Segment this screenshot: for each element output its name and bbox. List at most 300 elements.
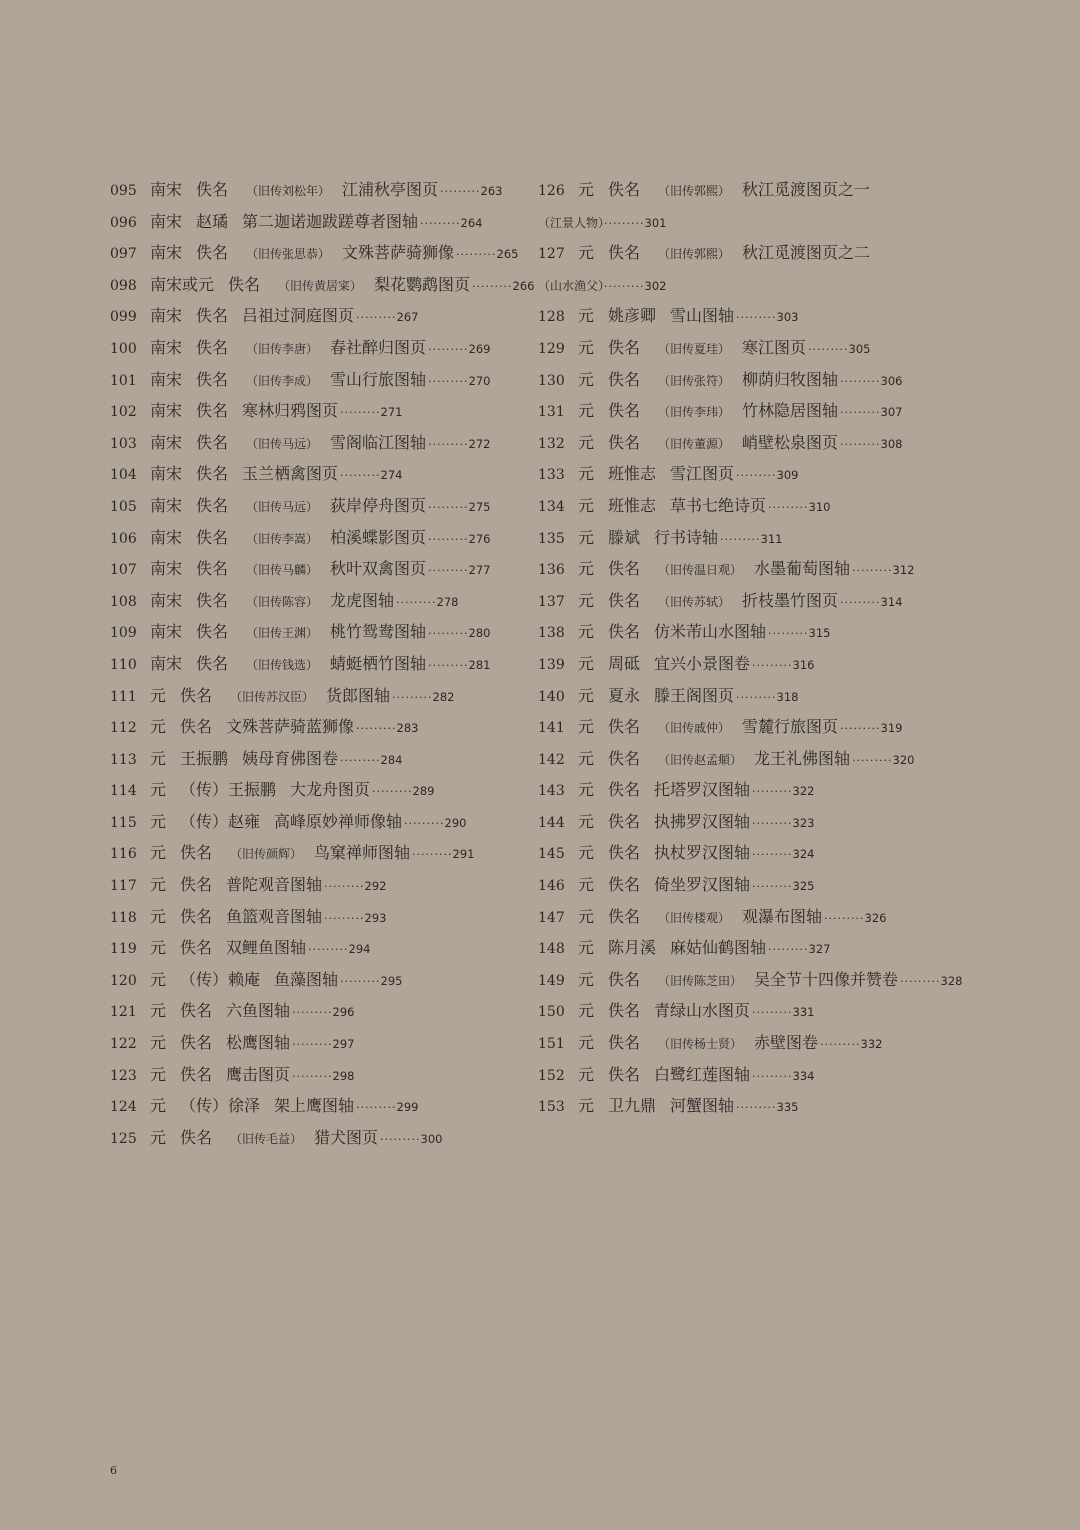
toc-entry (110, 364, 540, 396)
toc-entry-title: 托塔罗汉图轴 (654, 780, 751, 800)
toc-entry-title: 草书七绝诗页 (670, 495, 767, 515)
toc-entry-attribution: （旧传黄居寀） (278, 278, 363, 293)
toc-leader-dots: ········· (820, 1038, 861, 1052)
toc-entry-artist: 佚名 (608, 843, 641, 863)
toc-entry-page: 270 (468, 373, 491, 388)
toc-leader-dots: ········· (356, 722, 397, 736)
toc-entry-number: 096 (110, 214, 137, 231)
toc-entry-number: 097 (110, 246, 137, 263)
toc-entry-number: 136 (538, 562, 565, 579)
toc-entry-page: 325 (792, 879, 815, 894)
toc-entry-page: 334 (792, 1068, 815, 1083)
toc-entry (110, 458, 540, 490)
toc-entry-artist: 佚名 (180, 875, 213, 895)
toc-entry-artist: 班惟志 (608, 495, 657, 515)
toc-entry-artist: 佚名 (180, 685, 213, 705)
toc-entry-artist: （传）赖庵 (180, 969, 261, 989)
toc-entry-attribution: （旧传钱选） (246, 657, 319, 672)
toc-entry-number: 149 (538, 972, 565, 989)
toc-entry-page: 324 (792, 847, 815, 862)
toc-entry (538, 395, 978, 427)
toc-entry-page: 332 (860, 1037, 883, 1052)
toc-entry-title: 竹林隐居图轴 (742, 401, 839, 421)
toc-entry-era: 南宋 (150, 495, 183, 515)
toc-entry-era: 南宋 (150, 653, 183, 673)
toc-leader-dots: ········· (736, 311, 777, 325)
toc-leader-dots: ········· (720, 532, 761, 546)
toc-entry-title: 高峰原妙禅师像轴 (274, 811, 403, 831)
toc-entry (538, 648, 978, 680)
toc-entry-artist: 夏永 (608, 685, 641, 705)
toc-leader-dots: ········· (768, 500, 809, 514)
toc-entry-number: 137 (538, 593, 565, 610)
toc-entry-era: 元 (578, 622, 595, 642)
toc-entry (538, 585, 978, 617)
toc-entry-attribution: （旧传苏汉臣） (230, 689, 315, 704)
toc-leader-dots: ········· (372, 785, 413, 799)
toc-entry-era: 元 (150, 1001, 167, 1021)
toc-entry-era: 元 (578, 685, 595, 705)
toc-entry-era: 元 (578, 1096, 595, 1116)
toc-entry-title: 倚坐罗汉图轴 (654, 875, 751, 895)
toc-entry-era: 元 (578, 432, 595, 452)
toc-entry-title: 春社醉归图页 (330, 337, 427, 357)
toc-entry-artist: 佚名 (196, 622, 229, 642)
toc-entry-title: 麻姑仙鹤图轴 (670, 938, 767, 958)
toc-entry-era: 南宋 (150, 401, 183, 421)
toc-entry-page: 290 (444, 815, 467, 830)
toc-leader-dots: ········· (736, 1101, 777, 1115)
toc-entry-page: 335 (776, 1100, 799, 1115)
toc-entry-artist: 佚名 (196, 527, 229, 547)
toc-entry (110, 553, 540, 585)
toc-entry (110, 1059, 540, 1091)
toc-entry-title: 吕祖过洞庭图页 (242, 306, 355, 326)
toc-entry-number: 139 (538, 656, 565, 673)
toc-entry-page: 328 (940, 973, 963, 988)
toc-entry-artist: 佚名 (196, 559, 229, 579)
toc-entry-artist: 佚名 (608, 906, 641, 926)
toc-entry-page: 278 (436, 594, 459, 609)
toc-entry-page: 323 (792, 815, 815, 830)
toc-entry-number: 133 (538, 467, 565, 484)
toc-entry-artist: 佚名 (196, 432, 229, 452)
toc-entry (110, 616, 540, 648)
toc-entry-number: 152 (538, 1067, 565, 1084)
toc-entry (110, 427, 540, 459)
toc-entry-artist: （传）徐泽 (180, 1096, 261, 1116)
toc-entry-page: 282 (432, 689, 455, 704)
toc-entry-artist: （传）赵雍 (180, 811, 261, 831)
toc-entry-era: 元 (578, 653, 595, 673)
toc-leader-dots: ········· (736, 469, 777, 483)
toc-entry-number: 148 (538, 941, 565, 958)
toc-entry-page: 314 (880, 594, 903, 609)
toc-entry-number: 151 (538, 1036, 565, 1053)
toc-entry-era: 元 (578, 590, 595, 610)
toc-entry (110, 837, 540, 869)
toc-leader-dots: ········· (752, 1069, 793, 1083)
toc-entry-artist: 佚名 (608, 1033, 641, 1053)
toc-entry-artist: 陈月溪 (608, 938, 657, 958)
toc-entry-number: 144 (538, 814, 565, 831)
toc-entry-artist: 佚名 (180, 1064, 213, 1084)
toc-leader-dots: ········· (428, 437, 469, 451)
toc-entry-number: 112 (110, 720, 137, 737)
toc-entry (110, 869, 540, 901)
toc-leader-dots: ········· (840, 374, 881, 388)
toc-entry-page: 322 (792, 784, 815, 799)
toc-entry-artist: 佚名 (196, 180, 229, 199)
toc-entry-title: 六鱼图轴 (226, 1001, 291, 1021)
toc-entry-number: 122 (110, 1036, 137, 1053)
toc-entry-era: 南宋或元 (150, 274, 215, 294)
toc-leader-dots: ········· (428, 627, 469, 641)
toc-leader-dots: ········· (824, 911, 865, 925)
toc-entry (110, 648, 540, 680)
toc-entry-era: 元 (578, 369, 595, 389)
toc-entry (110, 237, 540, 269)
toc-entry-era: 元 (578, 811, 595, 831)
toc-entry (538, 774, 978, 806)
toc-entry-page: 319 (880, 721, 903, 736)
toc-entry-artist: 佚名 (608, 1001, 641, 1021)
toc-leader-dots: ········· (428, 500, 469, 514)
toc-entry-attribution: （旧传李成） (246, 373, 319, 388)
toc-entry-title: 架上鹰图轴 (274, 1096, 355, 1116)
toc-leader-dots: ········· (404, 816, 445, 830)
toc-entry (110, 995, 540, 1027)
toc-entry-artist: 佚名 (180, 717, 213, 737)
toc-entry-title: 文殊菩萨骑狮像 (342, 243, 455, 263)
toc-entry-title: 姨母育佛图卷 (242, 748, 339, 768)
toc-entry-artist: 佚名 (196, 464, 229, 484)
toc-entry-page: 283 (396, 721, 419, 736)
toc-entry-era: 元 (578, 495, 595, 515)
toc-entry-page: 296 (332, 1005, 355, 1020)
toc-entry (538, 522, 978, 554)
toc-entry-number: 147 (538, 909, 565, 926)
toc-entry-title: 江浦秋亭图页 (342, 180, 439, 199)
toc-entry-number: 114 (110, 783, 137, 800)
toc-entry-attribution: （旧传马远） (246, 499, 319, 514)
toc-entry-era: 元 (150, 938, 167, 958)
toc-leader-dots: ········· (356, 1101, 397, 1115)
toc-entry (538, 206, 978, 238)
toc-entry-artist: 佚名 (180, 1127, 213, 1147)
toc-entry-attribution: （旧传苏轼） (658, 594, 731, 609)
toc-entry-page: 326 (864, 910, 887, 925)
toc-entry-attribution: （旧传楼观） (658, 910, 731, 925)
toc-entry-number: 142 (538, 751, 565, 768)
toc-entry-artist: 佚名 (196, 653, 229, 673)
toc-entry-era: 元 (578, 938, 595, 958)
toc-entry-page: 291 (452, 847, 475, 862)
toc-entry-title: 荻岸停舟图页 (330, 495, 427, 515)
toc-entry (538, 269, 978, 301)
toc-entry-page: 266 (512, 278, 535, 293)
toc-entry-artist: 佚名 (608, 622, 641, 642)
toc-entry-era: 元 (578, 306, 595, 326)
toc-leader-dots: ········· (736, 690, 777, 704)
toc-entry-title: 雪山图轴 (670, 306, 735, 326)
toc-entry-title: 桃竹鸳鸯图轴 (330, 622, 427, 642)
toc-entry (110, 932, 540, 964)
toc-entry-era: 元 (150, 843, 167, 863)
toc-entry-number: 108 (110, 593, 137, 610)
toc-entry-number: 116 (110, 846, 137, 863)
toc-entry-era: 元 (150, 1127, 167, 1147)
toc-leader-dots: ········· (292, 1006, 333, 1020)
toc-entry-number: 120 (110, 972, 137, 989)
toc-entry-number: 102 (110, 404, 137, 421)
toc-entry-era: 元 (578, 1001, 595, 1021)
toc-leader-dots: ········· (428, 532, 469, 546)
toc-entry-page: 300 (420, 1131, 443, 1146)
toc-entry-era: 南宋 (150, 432, 183, 452)
toc-entry-artist: 佚名 (180, 843, 213, 863)
toc-entry-era: 元 (150, 780, 167, 800)
toc-entry-artist: 佚名 (608, 717, 641, 737)
toc-entry-attribution: （旧传杨士贤） (658, 1037, 743, 1052)
toc-entry-artist: 滕斌 (608, 527, 641, 547)
toc-entry-artist: 佚名 (228, 274, 261, 294)
toc-entry-page: 308 (880, 436, 903, 451)
toc-entry-number: 105 (110, 498, 137, 515)
toc-entry-era: 元 (578, 780, 595, 800)
toc-entry-number: 126 (538, 183, 565, 199)
toc-entry-title: 货郎图轴 (326, 685, 391, 705)
toc-entry (538, 490, 978, 522)
toc-entry (110, 174, 540, 206)
toc-entry-number: 145 (538, 846, 565, 863)
toc-leader-dots: ········· (396, 595, 437, 609)
toc-leader-dots: ········· (428, 342, 469, 356)
toc-entry-page: 318 (776, 689, 799, 704)
toc-entry (110, 490, 540, 522)
toc-entry (538, 901, 978, 933)
toc-entry-number: 128 (538, 309, 565, 326)
toc-entry (110, 806, 540, 838)
toc-entry (538, 364, 978, 396)
toc-entry-number: 100 (110, 340, 137, 357)
toc-leader-dots: ········· (852, 753, 893, 767)
toc-entry-era: 元 (578, 1064, 595, 1084)
toc-entry-artist: 周砥 (608, 653, 641, 673)
toc-entry-title: 第二迦诺迦跋蹉尊者图轴 (242, 211, 419, 231)
toc-entry (110, 964, 540, 996)
toc-entry-era: 南宋 (150, 527, 183, 547)
toc-entry-attribution: （旧传毛益） (230, 1131, 303, 1146)
toc-entry-attribution: （旧传张符） (658, 373, 731, 388)
toc-right-column (538, 174, 978, 1122)
toc-entry-era: 元 (578, 337, 595, 357)
toc-entry-artist: 班惟志 (608, 464, 657, 484)
toc-leader-dots: ········· (752, 658, 793, 672)
toc-leader-dots: ········· (604, 216, 645, 230)
toc-entry-number: 104 (110, 467, 137, 484)
toc-entry-era: 元 (150, 717, 167, 737)
toc-entry (538, 458, 978, 490)
toc-entry-page: 274 (380, 468, 403, 483)
toc-entry-page: 297 (332, 1037, 355, 1052)
toc-entry-continuation: （江景人物） (538, 215, 605, 230)
toc-leader-dots: ········· (392, 690, 433, 704)
toc-entry-title: 鱼篮观音图轴 (226, 906, 323, 926)
toc-entry-attribution: （旧传郭熙） (658, 247, 731, 262)
toc-entry-artist: 佚名 (196, 590, 229, 610)
toc-entry-era: 元 (578, 243, 595, 263)
toc-entry-number: 127 (538, 246, 565, 263)
toc-entry-attribution: （旧传温日观） (658, 563, 743, 578)
toc-entry-era: 元 (578, 875, 595, 895)
toc-entry-era: 元 (578, 180, 595, 199)
toc-leader-dots: ········· (412, 848, 453, 862)
toc-entry-number: 110 (110, 656, 137, 673)
toc-entry-title: 龙王礼佛图轴 (754, 748, 851, 768)
toc-leader-dots: ········· (292, 1038, 333, 1052)
toc-entry-artist: 佚名 (196, 401, 229, 421)
toc-entry-page: 299 (396, 1100, 419, 1115)
toc-entry (538, 837, 978, 869)
toc-entry-title: 吴全节十四像并赞卷 (754, 969, 899, 989)
toc-entry-artist: 佚名 (608, 401, 641, 421)
toc-entry-title: 执拂罗汉图轴 (654, 811, 751, 831)
toc-entry (538, 680, 978, 712)
toc-entry-title: 秋江觅渡图页之一 (742, 180, 871, 199)
toc-entry-era: 元 (578, 906, 595, 926)
toc-entry-era: 南宋 (150, 464, 183, 484)
toc-entry-number: 123 (110, 1067, 137, 1084)
toc-entry-era: 元 (150, 748, 167, 768)
toc-entry-number: 117 (110, 878, 137, 895)
toc-entry (110, 395, 540, 427)
toc-leader-dots: ········· (428, 658, 469, 672)
toc-entry-era: 南宋 (150, 306, 183, 326)
toc-entry-era: 元 (150, 906, 167, 926)
toc-entry (110, 901, 540, 933)
toc-entry-number: 138 (538, 625, 565, 642)
toc-entry-attribution: （旧传颜辉） (230, 847, 303, 862)
toc-entry-number: 135 (538, 530, 565, 547)
toc-entry-title: 秋江觅渡图页之二 (742, 243, 871, 263)
toc-entry-number: 140 (538, 688, 565, 705)
toc-entry-title: 大龙舟图页 (290, 780, 371, 800)
toc-entry-artist: 佚名 (180, 1033, 213, 1053)
toc-leader-dots: ········· (340, 974, 381, 988)
toc-entry-artist: 佚名 (196, 337, 229, 357)
toc-entry-era: 南宋 (150, 622, 183, 642)
toc-entry (538, 806, 978, 838)
toc-entry-number: 143 (538, 783, 565, 800)
toc-entry-era: 元 (150, 685, 167, 705)
toc-entry-attribution: （旧传戚仲） (658, 721, 731, 736)
toc-entry-page: 281 (468, 657, 491, 672)
toc-entry-title: 宜兴小景图卷 (654, 653, 751, 673)
toc-entry-artist: 赵璚 (196, 211, 229, 231)
toc-entry-artist: 佚名 (608, 432, 641, 452)
toc-entry-number: 141 (538, 720, 565, 737)
toc-entry-number: 125 (110, 1130, 137, 1147)
toc-entry-artist: 佚名 (608, 1064, 641, 1084)
toc-entry-era: 元 (578, 464, 595, 484)
toc-entry-title: 鱼藻图轴 (274, 969, 339, 989)
toc-entry (110, 774, 540, 806)
toc-entry-title: 寒江图页 (742, 337, 807, 357)
toc-entry-title: 龙虎图轴 (330, 590, 395, 610)
toc-leader-dots: ········· (808, 342, 849, 356)
toc-entry (538, 553, 978, 585)
toc-entry-number: 119 (110, 941, 137, 958)
toc-entry-page: 269 (468, 341, 491, 356)
toc-entry (110, 1122, 540, 1154)
toc-leader-dots: ········· (840, 437, 881, 451)
toc-entry-number: 124 (110, 1099, 137, 1116)
toc-entry-page: 293 (364, 910, 387, 925)
toc-entry (110, 680, 540, 712)
toc-entry-title: 仿米芾山水图轴 (654, 622, 767, 642)
toc-entry-title: 猎犬图页 (314, 1127, 379, 1147)
toc-entry-page: 298 (332, 1068, 355, 1083)
toc-entry-number: 099 (110, 309, 137, 326)
toc-entry-title: 执杖罗汉图轴 (654, 843, 751, 863)
toc-entry-era: 元 (578, 748, 595, 768)
toc-entry-artist: 佚名 (608, 590, 641, 610)
toc-entry-era: 南宋 (150, 337, 183, 357)
toc-entry-attribution: （旧传赵孟頫） (658, 752, 743, 767)
toc-entry-title: 雪阁临江图轴 (330, 432, 427, 452)
toc-entry-page: 284 (380, 752, 403, 767)
toc-entry-era: 元 (150, 811, 167, 831)
toc-leader-dots: ········· (768, 627, 809, 641)
toc-entry-number: 134 (538, 498, 565, 515)
toc-entry-artist: 佚名 (608, 559, 641, 579)
toc-entry-title: 蜻蜓栖竹图轴 (330, 653, 427, 673)
toc-entry-number: 113 (110, 751, 137, 768)
toc-entry-era: 南宋 (150, 369, 183, 389)
toc-entry-artist: 佚名 (180, 1001, 213, 1021)
toc-leader-dots: ········· (752, 816, 793, 830)
toc-entry (538, 743, 978, 775)
toc-entry-artist: 卫九鼎 (608, 1096, 657, 1116)
toc-entry-title: 秋叶双禽图页 (330, 559, 427, 579)
toc-leader-dots: ········· (324, 911, 365, 925)
toc-leader-dots: ········· (852, 564, 893, 578)
toc-entry (538, 869, 978, 901)
toc-entry-page: 316 (792, 657, 815, 672)
toc-entry-page: 306 (880, 373, 903, 388)
toc-entry-attribution: （旧传陈芝田） (658, 973, 743, 988)
toc-entry-attribution: （旧传马麟） (246, 563, 319, 578)
toc-entry-artist: 佚名 (180, 938, 213, 958)
toc-entry-title: 折枝墨竹图页 (742, 590, 839, 610)
toc-entry-attribution: （旧传刘松年） (246, 184, 331, 198)
toc-entry-attribution: （旧传李嵩） (246, 531, 319, 546)
toc-entry-era: 元 (578, 527, 595, 547)
toc-entry-title: 青绿山水图页 (654, 1001, 751, 1021)
toc-entry-artist: 佚名 (196, 243, 229, 263)
toc-entry-title: 雪山行旅图轴 (330, 369, 427, 389)
toc-entry-title: 行书诗轴 (654, 527, 719, 547)
toc-leader-dots: ········· (604, 279, 645, 293)
toc-entry-page: 263 (480, 184, 503, 198)
toc-entry (538, 1027, 978, 1059)
toc-leader-dots: ········· (752, 1006, 793, 1020)
toc-entry (110, 269, 540, 301)
toc-entry-page: 311 (760, 531, 783, 546)
toc-entry-page: 303 (776, 310, 799, 325)
toc-leader-dots: ········· (428, 564, 469, 578)
